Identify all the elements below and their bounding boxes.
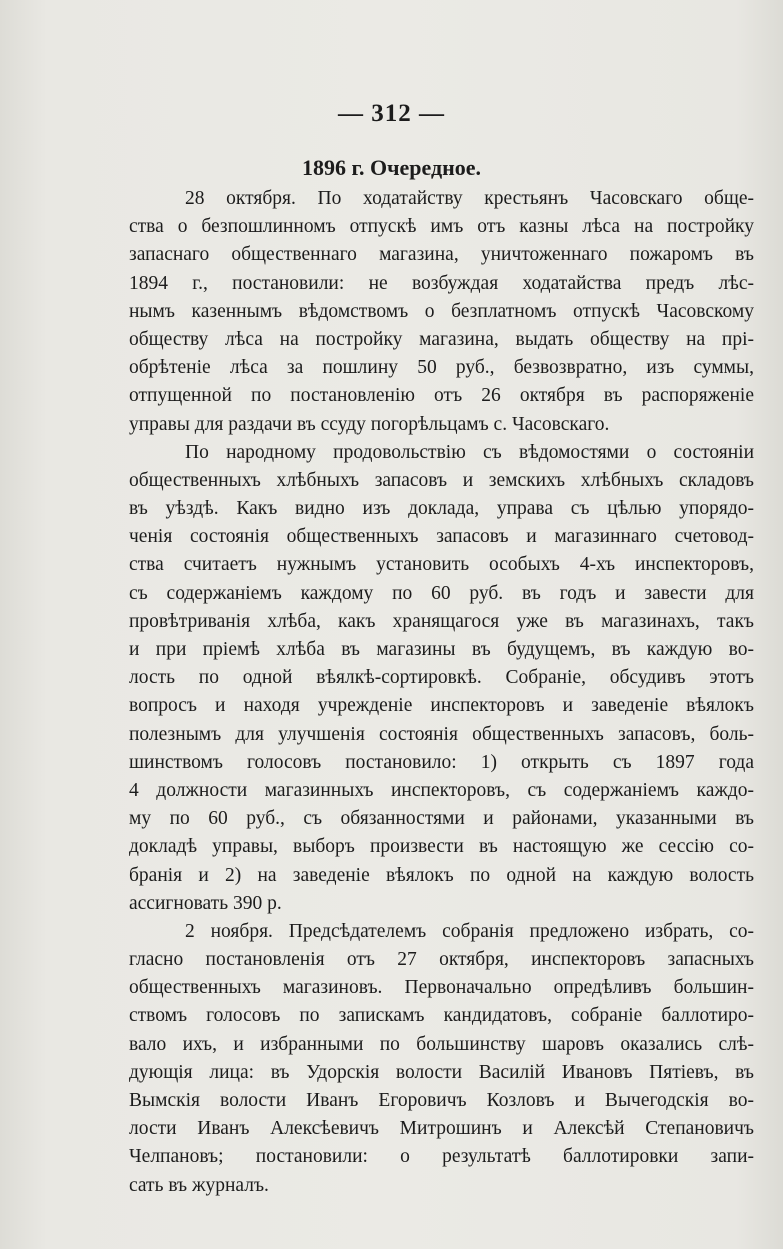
- text-line: ства считаетъ нужнымъ установить особыхъ 4-хъ инспекторовъ,: [129, 554, 754, 576]
- text-line: ченія состоянія общественныхъ запасовъ и магазиннаго счетовод-: [129, 526, 754, 548]
- text-line: По народному продовольствію съ вѣдомостями о состояніи: [185, 441, 754, 463]
- text-line: шинствомъ голосовъ постановило: 1) открыть съ 1897 года: [129, 751, 754, 773]
- text-line: гласно постановленія отъ 27 октября, инспекторовъ запасныхъ: [129, 949, 754, 971]
- text-line: общественныхъ магазиновъ. Первоначально опредѣливъ большин-: [129, 977, 754, 999]
- text-line: въ уѣздѣ. Какъ видно изъ доклада, управа съ цѣлью упорядо-: [129, 498, 754, 520]
- body-text: [129, 185, 754, 1200]
- text-line: съ содержаніемъ каждому по 60 руб. въ годъ и завести для: [129, 582, 754, 604]
- text-line: провѣтриванія хлѣба, какъ хранящагося уже въ магазинахъ, такъ: [129, 610, 754, 632]
- text-line: управы для раздачи въ ссуду погорѣльцамъ с. Часовскаго.: [129, 413, 610, 435]
- paragraph-oct-28: [129, 185, 754, 439]
- text-line: обществу лѣса на постройку магазина, выдать обществу на прі-: [129, 328, 754, 350]
- text-line: вопросъ и находя учрежденіе инспекторовъ и заведеніе вѣялокъ: [129, 695, 754, 717]
- text-line: отпущенной по постановленію отъ 26 октября въ распоряженіе: [129, 385, 754, 407]
- text-line: общественныхъ хлѣбныхъ запасовъ и земскихъ хлѣбныхъ складовъ: [129, 469, 754, 491]
- text-line: и при пріемѣ хлѣба въ магазины въ будущемъ, въ каждую во-: [129, 639, 754, 660]
- text-line: нымъ казеннымъ вѣдомствомъ о безплатномъ отпускѣ Часовскому: [129, 300, 754, 322]
- text-line: лости Иванъ Алексѣевичъ Митрошинъ и Алексѣй Степановичъ: [129, 1118, 754, 1140]
- text-line: обрѣтеніе лѣса за пошлину 50 руб., безвозвратно, изъ суммы,: [129, 357, 754, 379]
- text-line: запаснаго общественнаго магазина, уничтоженнаго пожаромъ въ: [129, 244, 754, 266]
- text-line: Вымскія волости Иванъ Егоровичъ Козловъ и Вычегодскія во-: [129, 1090, 754, 1111]
- text-line: 28 октября. По ходатайству крестьянъ Часовскаго обще-: [185, 188, 754, 209]
- text-line: Челпановъ; постановили: о результатѣ баллотировки запи-: [129, 1146, 754, 1168]
- text-line: полезнымъ для улучшенія состоянія общественныхъ запасовъ, боль-: [129, 723, 754, 745]
- text-line: 2 ноября. Предсѣдателемъ собранія предложено избрать, со-: [185, 920, 754, 942]
- section-heading: 1896 г. Очередное.: [301, 155, 482, 180]
- text-line: лость по одной вѣялкѣ-сортировкѣ. Собраніе, обсудивъ этотъ: [129, 667, 754, 689]
- text-line: ства о безпошлинномъ отпускѣ имъ отъ казны лѣса на постройку: [129, 216, 754, 238]
- text-line: му по 60 руб., съ обязанностями и районами, указанными въ: [129, 808, 754, 830]
- text-line: 4 должности магазинныхъ инспекторовъ, съ содержаніемъ каждо-: [129, 779, 754, 801]
- text-line: ствомъ голосовъ по запискамъ кандидатовъ, собраніе баллотиро-: [129, 1005, 754, 1027]
- text-line: вало ихъ, и избранными по большинству шаровъ оказались слѣ-: [129, 1033, 754, 1055]
- text-line: 1894 г., постановили: не возбуждая ходатайства предъ лѣс-: [129, 272, 754, 294]
- text-line: сать въ журналъ.: [129, 1174, 269, 1196]
- paragraph-food-supply: [129, 439, 754, 918]
- text-line: ассигновать 390 р.: [129, 892, 282, 914]
- text-line: дующія лица: въ Удорскія волости Василій Ивановъ Пятіевъ, въ: [129, 1061, 754, 1083]
- paragraph-nov-2: [129, 918, 754, 1200]
- text-line: докладѣ управы, выборъ произвести въ настоящую же сессію со-: [129, 836, 754, 858]
- page-number: — 312 —: [338, 100, 445, 127]
- text-line: бранія и 2) на заведеніе вѣялокъ по одной на каждую волость: [129, 864, 754, 886]
